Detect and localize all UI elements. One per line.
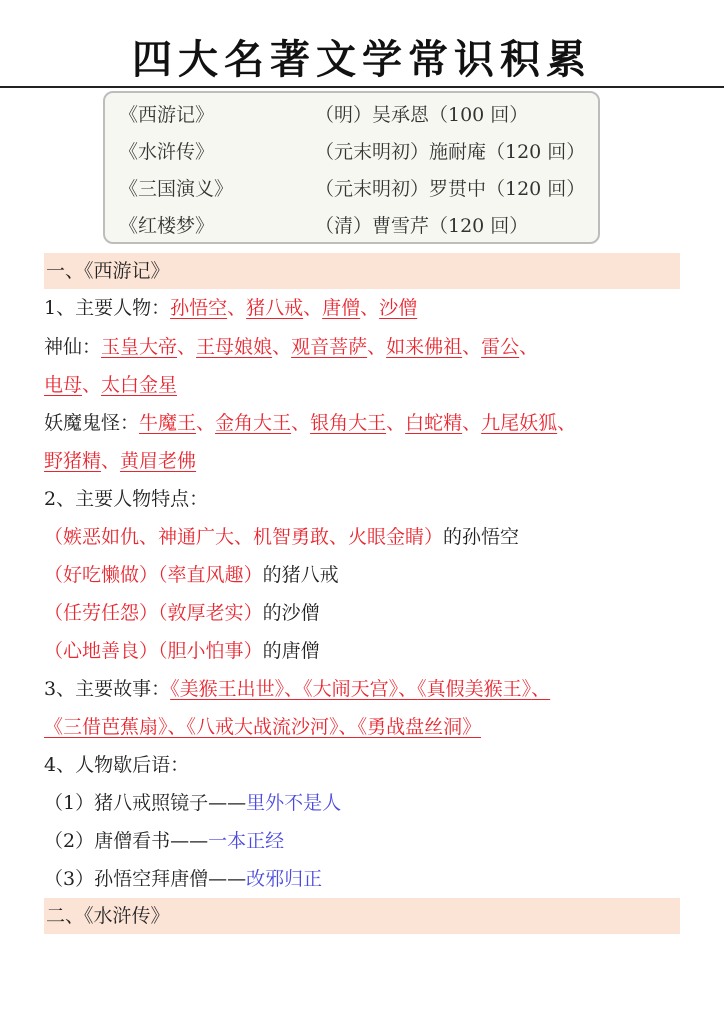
demons-label: 妖魔鬼怪：: [44, 412, 140, 434]
gods-line-cont: 电母、太白金星: [44, 374, 178, 396]
trait-text: 嫉恶如仇、神通广大、机智勇敢、火眼金睛: [63, 526, 425, 548]
gods-label: 神仙：: [44, 336, 102, 358]
story-link[interactable]: 《大闹天宫》: [303, 678, 399, 700]
stories-label: 3、主要故事：: [44, 678, 171, 700]
demon-link[interactable]: 白蛇精: [405, 412, 463, 434]
demons-line-cont: 野猪精、黄眉老佛: [44, 450, 197, 472]
book-info: （元末明初）施耐庵（120 回）: [315, 141, 586, 163]
god-link[interactable]: 电母: [44, 374, 83, 396]
page-title: 四大名著文学常识积累: [132, 37, 592, 83]
book-name: 《西游记》: [119, 104, 215, 126]
god-link[interactable]: 王母娘娘: [196, 336, 273, 358]
god-link[interactable]: 太白金星: [101, 374, 178, 396]
story-link[interactable]: 《美猴王出世》: [170, 678, 285, 700]
xiehouyu-label: 4、人物歇后语：: [44, 754, 190, 776]
trait-line: （任劳任怨）（敦厚老实）的沙僧: [44, 602, 320, 624]
trait-text: 任劳任怨: [63, 602, 140, 624]
xiehouyu-line: [44, 826, 284, 856]
trait-text: 敦厚老实: [167, 602, 244, 624]
book-info: （清）曹雪芹（120 回）: [315, 215, 529, 237]
demon-link[interactable]: 金角大王: [215, 412, 292, 434]
demon-link[interactable]: 牛魔王: [139, 412, 197, 434]
xiehouyu-num: （2）: [44, 830, 95, 852]
main-characters-line: 1、主要人物：孙悟空、猪八戒、唐僧、沙僧: [44, 297, 418, 319]
stories-line: 3、主要故事：《美猴王出世》、《大闹天宫》、《真假美猴王》、: [44, 678, 551, 700]
trait-suffix: 的孙悟空: [443, 526, 520, 548]
traits-label: 2、主要人物特点：: [44, 488, 209, 510]
xiehouyu-num: （1）: [44, 792, 95, 814]
trait-text: 心地善良: [63, 640, 140, 662]
gods-line: 神仙：玉皇大帝、王母娘娘、观音菩萨、如来佛祖、雷公、: [44, 336, 539, 358]
story-link[interactable]: 《勇战盘丝洞》: [357, 716, 482, 738]
trait-suffix: 的唐僧: [262, 640, 320, 662]
xiehouyu-line: [44, 864, 322, 894]
xiehouyu-front: 猪八戒照镜子——: [94, 792, 247, 814]
god-link[interactable]: 观音菩萨: [291, 336, 368, 358]
story-link[interactable]: 《三借芭蕉扇》: [44, 716, 168, 738]
book-info: （元末明初）罗贯中（120 回）: [315, 178, 586, 200]
book-info: （明）吴承恩（100 回）: [315, 104, 529, 126]
book-name: 《红楼梦》: [119, 215, 215, 237]
demon-link[interactable]: 银角大王: [310, 412, 387, 434]
story-link[interactable]: 《真假美猴王》: [417, 678, 532, 700]
trait-line: （心地善良）（胆小怕事）的唐僧: [44, 640, 320, 662]
trait-suffix: 的猪八戒: [262, 564, 339, 586]
xiehouyu-answer: 改邪归正: [246, 868, 323, 890]
character-link[interactable]: 孙悟空: [170, 297, 228, 319]
character-link[interactable]: 沙僧: [379, 297, 418, 319]
god-link[interactable]: 如来佛祖: [386, 336, 463, 358]
trait-text: 胆小怕事: [167, 640, 244, 662]
character-link[interactable]: 唐僧: [322, 297, 361, 319]
section-heading-shuihuzhuan: 二、《水浒传》: [44, 898, 680, 934]
god-link[interactable]: 玉皇大帝: [101, 336, 178, 358]
xiehouyu-num: （3）: [44, 868, 95, 890]
demon-link[interactable]: 黄眉老佛: [120, 450, 197, 472]
xiehouyu-line: [44, 788, 341, 818]
xiehouyu-answer: 里外不是人: [246, 792, 342, 814]
book-summary-box: [103, 91, 600, 244]
character-link[interactable]: 猪八戒: [246, 297, 304, 319]
demon-link[interactable]: 九尾妖狐: [481, 412, 558, 434]
main-characters-label: 1、主要人物：: [44, 297, 171, 319]
book-name: 《三国演义》: [119, 178, 234, 200]
trait-line: （好吃懒做）（率直风趣）的猪八戒: [44, 564, 339, 586]
xiehouyu-front: 唐僧看书——: [94, 830, 209, 852]
demon-link[interactable]: 野猪精: [44, 450, 102, 472]
trait-text: 好吃懒做: [63, 564, 140, 586]
book-name: 《水浒传》: [119, 141, 215, 163]
trait-line: （嫉恶如仇、神通广大、机智勇敢、火眼金睛）的孙悟空: [44, 526, 520, 548]
trait-text: 率直风趣: [167, 564, 244, 586]
demons-line: 妖魔鬼怪：牛魔王、金角大王、银角大王、白蛇精、九尾妖狐、: [44, 412, 577, 434]
story-link[interactable]: 《八戒大战流沙河》: [186, 716, 339, 738]
trait-suffix: 的沙僧: [262, 602, 320, 624]
section-heading-xiyouji: 一、《西游记》: [44, 253, 680, 289]
stories-line-cont: 《三借芭蕉扇》、《八戒大战流沙河》、《勇战盘丝洞》: [44, 716, 482, 738]
xiehouyu-answer: 一本正经: [208, 830, 285, 852]
god-link[interactable]: 雷公: [481, 336, 520, 358]
title-rule: [0, 86, 724, 88]
xiehouyu-front: 孙悟空拜唐僧——: [94, 868, 247, 890]
